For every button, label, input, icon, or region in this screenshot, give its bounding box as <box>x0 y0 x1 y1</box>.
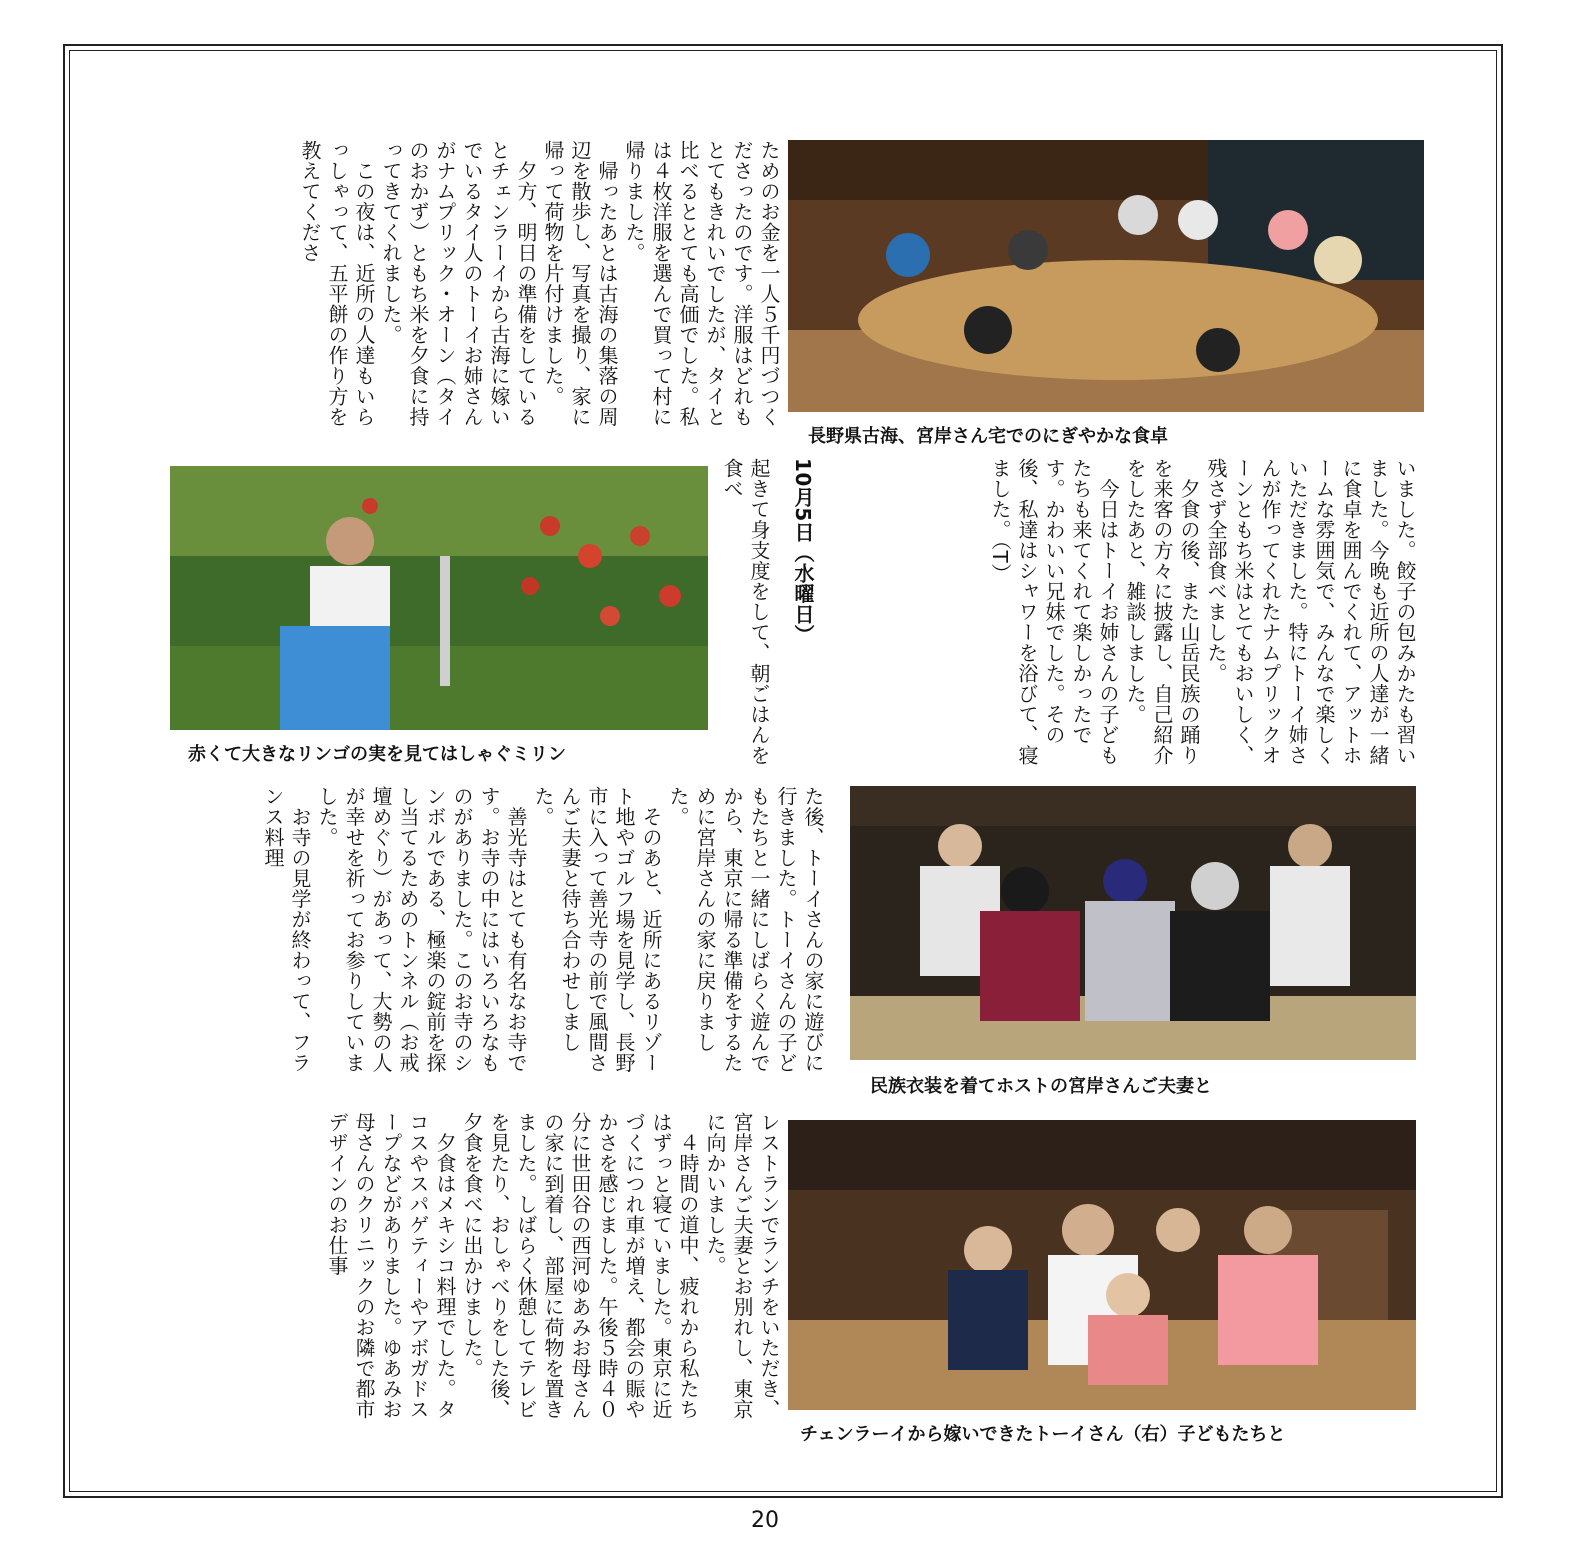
text-column-intro: 起きて身支度をして、朝ごはんを食べ <box>720 458 771 766</box>
text-column-bottom: レストランでランチをいただき、宮岸さんご夫妻とお別れし、東京に向かいました。 ４時間の道中、疲れから私たちはずっと寝ていました。東京に近づくにつれ車が増え、都会の賑やかさを感じました。午後５時４０分に世田谷の西河ゆあみお母さんの家に到着し、部屋に荷物を置きました。しばらく休憩してテレビを見たり、おしゃべりをした後、夕食を食べに出かけました。 夕食はメキシコ料理でした。タコスやスパゲティーやアボガドスープなどがありました。ゆあみお母さんのクリニックのお隣で都市デザインのお仕事 <box>325 1112 781 1420</box>
caption-photo-apple-orchard: 赤くて大きなリンゴの実を見てはしゃぐミリン <box>188 744 566 765</box>
photo-toi-and-children <box>788 1120 1416 1410</box>
caption-photo-ethnic-costumes: 民族衣装を着てホストの宮岸さんご夫妻と <box>870 1076 1212 1097</box>
photo-dinner-table <box>788 140 1424 412</box>
photo-apple-orchard <box>170 466 708 730</box>
caption-photo-dinner-table: 長野県古海、宮岸さん宅でのにぎやかな食卓 <box>808 426 1168 447</box>
text-column-middle: た後、トーイさんの家に遊びに行きました。トーイさんの子どもたちと一緒にしばらく遊んでから、東京に帰る準備をするために宮岸さんの家に戻りました。 そのあと、近所にあるリゾート地やゴルフ場を見学し、長野市に入って善光寺の前で風間さんご夫妻と待ち合わせしました。 善光寺はとても有名なお寺です。お寺の中にはいろいろなものがありました。このお寺のシンボルである、極楽の錠前を探し当てるためのトンネル（お戒壇めぐり）があって、大勢の人が幸せを祈ってお参りしていました。 お寺の見学が終わって、フランス料理 <box>261 786 825 1073</box>
text-column-top-right: いました。餃子の包みかたも習いました。今晩も近所の人達が一緒に食卓を囲んでくれて、アットホームな雰囲気で、みんなで楽しくいただきました。特にトーイ姉さんが作ってくれたナムプリックオーンともち米はとてもおいしく、残さず全部食べました。 夕食の後、また山岳民族の踊りを来客の方々に披露し、自己紹介をしたあと、雑談しました。 今日はトーイお姉さんの子どもたちも来てくれて楽しかったです。かわいい兄妹でした。その後、私達はシャワーを浴びて、寝ました。（T） <box>988 458 1417 766</box>
photo-ethnic-costumes <box>850 786 1416 1060</box>
caption-photo-toi-and-children: チェンラーイから嫁いできたトーイさん（右）子どもたちと <box>800 1424 1286 1445</box>
page-number: 20 <box>751 1508 779 1533</box>
date-heading: 10月5日（水曜日） <box>791 458 815 645</box>
text-column-top-left: ためのお金を一人５千円づつくださったのです。洋服はどれもとてもきれいでしたが、タイと比べるととても高価でした。私は４枚洋服を選んで買って村に帰りました。 帰ったあとは古海の集落の周辺を散歩し、写真を撮り、家に帰って荷物を片付けました。 夕方、明日の準備をしているとチェンラーイから古海に嫁いでいるタイ人のトーイお姉さんがナムプリック・オーン（タイのおかず）ともち米を夕食に持ってきてくれました。 この夜は、近所の人達もいらっしゃって、五平餅の作り方を教えてくださ <box>298 140 781 427</box>
